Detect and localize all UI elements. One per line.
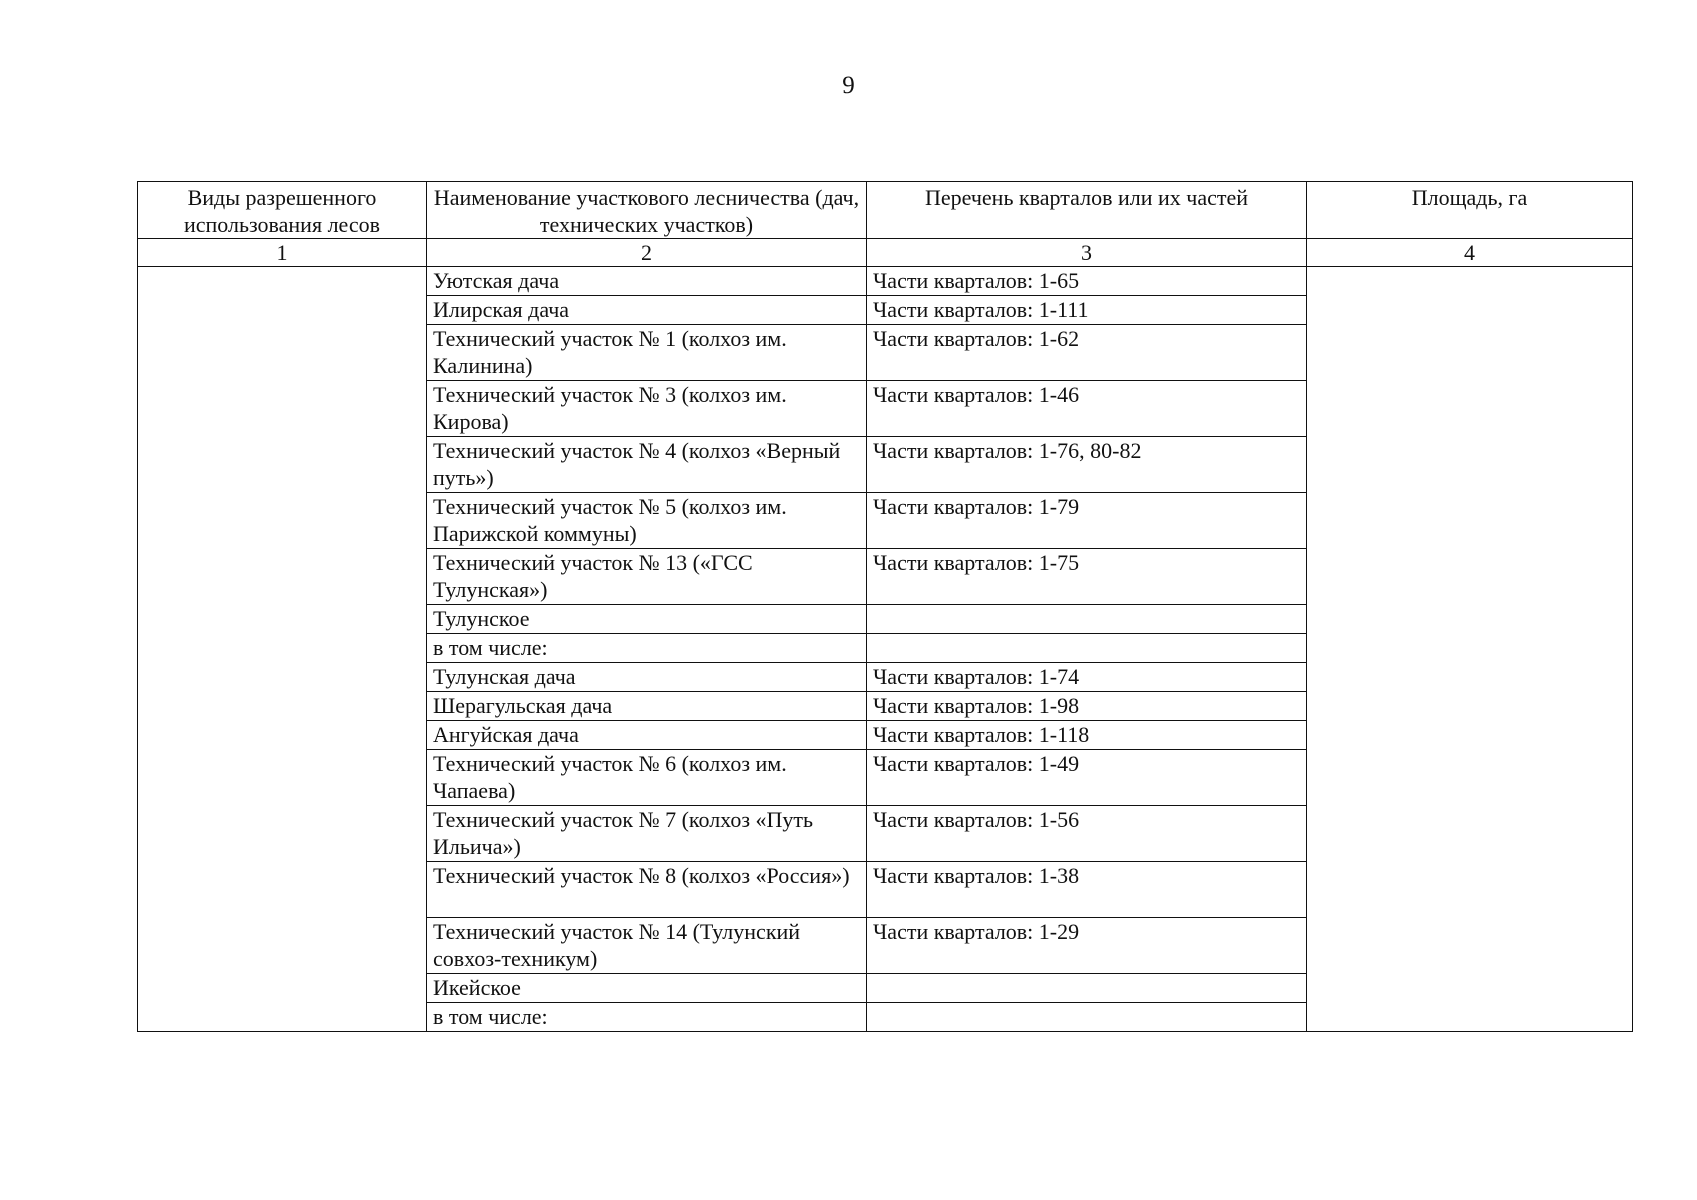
permitted-use-cell	[138, 267, 427, 1032]
quarters-cell: Части кварталов: 1-49	[867, 750, 1307, 806]
quarters-cell: Части кварталов: 1-46	[867, 381, 1307, 437]
quarters-cell: Части кварталов: 1-98	[867, 692, 1307, 721]
forestry-name-cell: в том числе:	[427, 634, 867, 663]
forestry-name-cell: Технический участок № 5 (колхоз им. Парижской коммуны)	[427, 493, 867, 549]
column-number-row	[138, 239, 1633, 267]
header-forestry-name: Наименование участкового лесничества (дач, технических участков)	[427, 182, 867, 239]
quarters-cell: Части кварталов: 1-75	[867, 549, 1307, 605]
quarters-cell: Части кварталов: 1-76, 80-82	[867, 437, 1307, 493]
quarters-cell: Части кварталов: 1-111	[867, 296, 1307, 325]
forestry-name-cell: Тулунское	[427, 605, 867, 634]
header-area: Площадь, га	[1307, 182, 1633, 239]
forestry-name-cell: Технический участок № 8 (колхоз «Россия»)	[427, 862, 867, 918]
forestry-name-cell: Шерагульская дача	[427, 692, 867, 721]
forestry-name-cell: Уютская дача	[427, 267, 867, 296]
forestry-name-cell: Технический участок № 6 (колхоз им. Чапаева)	[427, 750, 867, 806]
forestry-name-cell: Икейское	[427, 974, 867, 1003]
column-number: 2	[427, 239, 867, 267]
forestry-name-cell: Ангуйская дача	[427, 721, 867, 750]
quarters-cell: Части кварталов: 1-65	[867, 267, 1307, 296]
forestry-name-cell: Технический участок № 4 (колхоз «Верный путь»)	[427, 437, 867, 493]
forestry-name-cell: Технический участок № 3 (колхоз им. Кирова)	[427, 381, 867, 437]
area-cell	[1307, 267, 1633, 1032]
forestry-name-cell: Тулунская дача	[427, 663, 867, 692]
quarters-cell: Части кварталов: 1-29	[867, 918, 1307, 974]
header-permitted-use: Виды разрешенного использования лесов	[138, 182, 427, 239]
table-row	[138, 267, 1633, 296]
page-number: 9	[842, 72, 855, 99]
quarters-cell	[867, 1003, 1307, 1032]
quarters-cell	[867, 634, 1307, 663]
quarters-cell	[867, 974, 1307, 1003]
column-number: 4	[1307, 239, 1633, 267]
forestry-name-cell: Технический участок № 14 (Тулунский совхоз-техникум)	[427, 918, 867, 974]
column-number: 3	[867, 239, 1307, 267]
forestry-name-cell: в том числе:	[427, 1003, 867, 1032]
header-quarters-list: Перечень кварталов или их частей	[867, 182, 1307, 239]
quarters-cell: Части кварталов: 1-79	[867, 493, 1307, 549]
quarters-cell	[867, 605, 1307, 634]
forestry-name-cell: Технический участок № 1 (колхоз им. Калинина)	[427, 325, 867, 381]
quarters-cell: Части кварталов: 1-62	[867, 325, 1307, 381]
forestry-name-cell: Илирская дача	[427, 296, 867, 325]
quarters-cell: Части кварталов: 1-74	[867, 663, 1307, 692]
table-header-row	[138, 182, 1633, 239]
forest-use-table	[137, 181, 1633, 1032]
quarters-cell: Части кварталов: 1-38	[867, 862, 1307, 918]
forestry-name-cell: Технический участок № 13 («ГСС Тулунская»)	[427, 549, 867, 605]
forestry-name-cell: Технический участок № 7 (колхоз «Путь Ильича»)	[427, 806, 867, 862]
column-number: 1	[138, 239, 427, 267]
quarters-cell: Части кварталов: 1-56	[867, 806, 1307, 862]
quarters-cell: Части кварталов: 1-118	[867, 721, 1307, 750]
